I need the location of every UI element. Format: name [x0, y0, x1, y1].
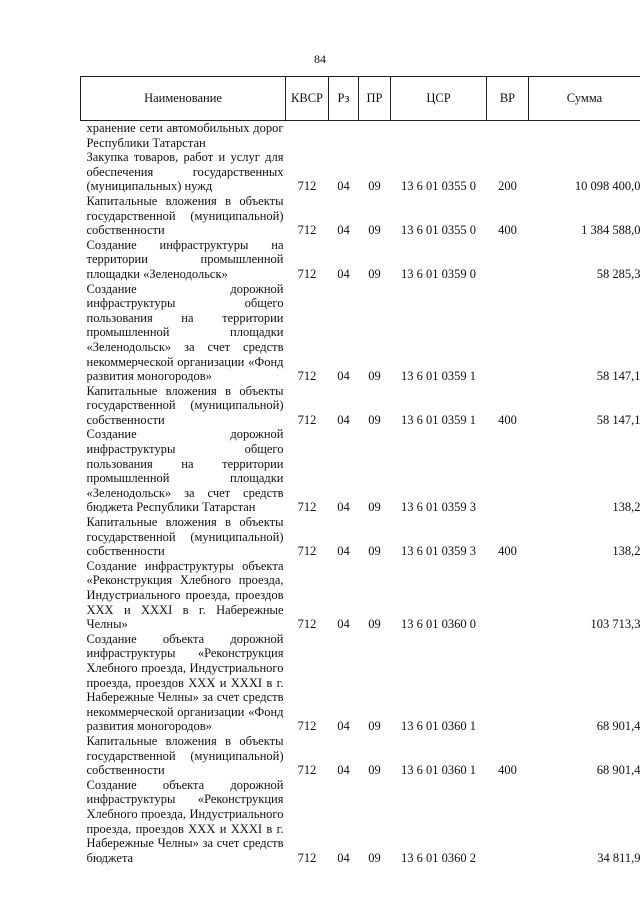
- row-csr-cell: 13 6 01 0355 0: [401, 179, 476, 194]
- row-sum-cell: [529, 121, 640, 151]
- row-csr-cell: 13 6 01 0359 3: [401, 500, 476, 515]
- row-sum-cell: 138,2: [612, 544, 640, 559]
- row-rz-cell: [329, 121, 359, 151]
- row-pr-cell: 09: [368, 617, 381, 632]
- row-kvsr-cell: 712: [297, 266, 317, 281]
- row-kvsr-cell: 712: [297, 719, 317, 734]
- row-name-cell: хранение сети автомобильных дорог Республики Татарстан: [86, 121, 284, 150]
- table-row: [81, 734, 640, 778]
- header-sum: Сумма: [529, 77, 640, 121]
- row-pr-cell: 09: [368, 719, 381, 734]
- header-kvsr: КВСР: [286, 77, 329, 121]
- row-sum-cell: 34 811,9: [597, 850, 640, 865]
- row-rz-cell: 04: [337, 369, 350, 384]
- row-rz-cell: 04: [337, 412, 350, 427]
- row-name-cell: Закупка товаров, работ и услуг для обеспечения государственных (муниципальных) нужд: [86, 150, 284, 194]
- row-vr-cell: 400: [498, 544, 517, 559]
- table-row: [81, 515, 640, 559]
- header-vr: ВР: [487, 77, 529, 121]
- table-row: [81, 778, 640, 866]
- row-sum-cell: 58 147,1: [596, 412, 640, 427]
- table-row: [81, 194, 640, 238]
- header-csr: ЦСР: [391, 77, 487, 121]
- row-csr-cell: [391, 121, 487, 151]
- row-vr-cell: 400: [498, 412, 517, 427]
- row-kvsr-cell: 712: [297, 500, 317, 515]
- row-rz-cell: 04: [337, 719, 350, 734]
- row-rz-cell: 04: [337, 179, 350, 194]
- row-kvsr-cell: 712: [297, 617, 317, 632]
- row-vr-cell: [487, 632, 529, 734]
- row-name-cell: Создание объекта дорожной инфраструктуры «Реконструкция Хлебного проезда, Индустриального проезда, проездов XXX и XXXI в г. Набережные Челны» за счет средств некоммерческой организации «Фонд развития моногородов»: [86, 631, 284, 734]
- row-kvsr-cell: 712: [297, 544, 317, 559]
- row-sum-cell: 10 098 400,0: [574, 179, 640, 194]
- row-name-cell: Создание инфраструктуры на территории промышленной площадки «Зеленодольск»: [86, 237, 284, 281]
- row-csr-cell: 13 6 01 0359 3: [401, 544, 476, 559]
- row-vr-cell: [487, 282, 529, 384]
- row-name-cell: Создание дорожной инфраструктуры общего пользования на территории промышленной площадки «Зеленодольск» за счет средств некоммерческой организации «Фонд развития моногородов»: [86, 281, 284, 384]
- row-name-cell: Создание объекта дорожной инфраструктуры «Реконструкция Хлебного проезда, Индустриального проезда, проездов XXX и XXXI в г. Набережные Челны» за счет средств бюджета: [86, 777, 284, 865]
- row-pr-cell: 09: [368, 544, 381, 559]
- row-csr-cell: 13 6 01 0359 0: [401, 266, 476, 281]
- row-pr-cell: [359, 121, 391, 151]
- table-row: [81, 427, 640, 515]
- table-row: [81, 150, 640, 194]
- row-rz-cell: 04: [337, 763, 350, 778]
- row-name-cell: Капитальные вложения в объекты государственной (муниципальной) собственности: [86, 383, 284, 427]
- row-csr-cell: 13 6 01 0355 0: [401, 223, 476, 238]
- table-row: [81, 282, 640, 384]
- table-row: [81, 384, 640, 428]
- row-vr-cell: 200: [498, 179, 517, 194]
- row-vr-cell: 400: [498, 763, 517, 778]
- row-csr-cell: 13 6 01 0360 0: [401, 617, 476, 632]
- row-sum-cell: 58 147,1: [596, 369, 640, 384]
- row-kvsr-cell: 712: [297, 369, 317, 384]
- row-pr-cell: 09: [368, 500, 381, 515]
- row-rz-cell: 04: [337, 500, 350, 515]
- row-rz-cell: 04: [337, 617, 350, 632]
- row-pr-cell: 09: [368, 763, 381, 778]
- row-csr-cell: 13 6 01 0360 1: [401, 719, 476, 734]
- row-kvsr-cell: 712: [297, 763, 317, 778]
- row-name-cell: Капитальные вложения в объекты государственной (муниципальной) собственности: [86, 733, 284, 778]
- table-row: [81, 121, 640, 151]
- row-vr-cell: [487, 121, 529, 151]
- row-csr-cell: 13 6 01 0359 1: [401, 412, 476, 427]
- row-rz-cell: 04: [337, 266, 350, 281]
- row-sum-cell: 68 901,4: [596, 719, 640, 734]
- row-vr-cell: [487, 427, 529, 515]
- table-row: [81, 632, 640, 734]
- row-csr-cell: 13 6 01 0360 2: [401, 850, 476, 865]
- row-pr-cell: 09: [368, 179, 381, 194]
- row-rz-cell: 04: [337, 544, 350, 559]
- row-sum-cell: 68 901,4: [596, 763, 640, 778]
- row-csr-cell: 13 6 01 0359 1: [401, 369, 476, 384]
- row-vr-cell: [487, 559, 529, 632]
- row-kvsr-cell: 712: [297, 412, 317, 427]
- header-pr: ПР: [359, 77, 391, 121]
- row-pr-cell: 09: [368, 412, 381, 427]
- row-kvsr-cell: 712: [297, 179, 317, 194]
- row-name-cell: Создание дорожной инфраструктуры общего пользования на территории промышленной площадки «Зеленодольск» за счет средств бюджета Республики Татарстан: [86, 427, 284, 515]
- row-sum-cell: 1 384 588,0: [581, 223, 640, 238]
- row-name-cell: Капитальные вложения в объекты государственной (муниципальной) собственности: [86, 515, 284, 559]
- header-rz: Рз: [329, 77, 359, 121]
- row-pr-cell: 09: [368, 369, 381, 384]
- table-row: [81, 238, 640, 282]
- row-csr-cell: 13 6 01 0360 1: [401, 763, 476, 778]
- row-pr-cell: 09: [368, 266, 381, 281]
- table-header-row: [81, 77, 640, 121]
- row-sum-cell: 138,2: [612, 500, 640, 515]
- row-kvsr-cell: [286, 121, 329, 151]
- row-sum-cell: 103 713,3: [590, 617, 640, 632]
- row-vr-cell: [487, 238, 529, 282]
- row-rz-cell: 04: [337, 850, 350, 865]
- row-pr-cell: 09: [368, 850, 381, 865]
- row-vr-cell: 400: [498, 223, 517, 238]
- header-name: Наименование: [81, 77, 286, 121]
- row-kvsr-cell: 712: [297, 223, 317, 238]
- row-sum-cell: 58 285,3: [596, 266, 640, 281]
- row-kvsr-cell: 712: [297, 850, 317, 865]
- page-number: 84: [314, 52, 326, 66]
- budget-table: [80, 76, 640, 865]
- row-name-cell: Капитальные вложения в объекты государственной (муниципальной) собственности: [86, 193, 284, 238]
- table-row: [81, 559, 640, 632]
- row-rz-cell: 04: [337, 223, 350, 238]
- row-name-cell: Создание инфраструктуры объекта «Реконструкция Хлебного проезда, Индустриального проезда, проездов XXX и XXXI в г. Набережные Челны»: [86, 558, 284, 632]
- row-pr-cell: 09: [368, 223, 381, 238]
- row-vr-cell: [487, 778, 529, 866]
